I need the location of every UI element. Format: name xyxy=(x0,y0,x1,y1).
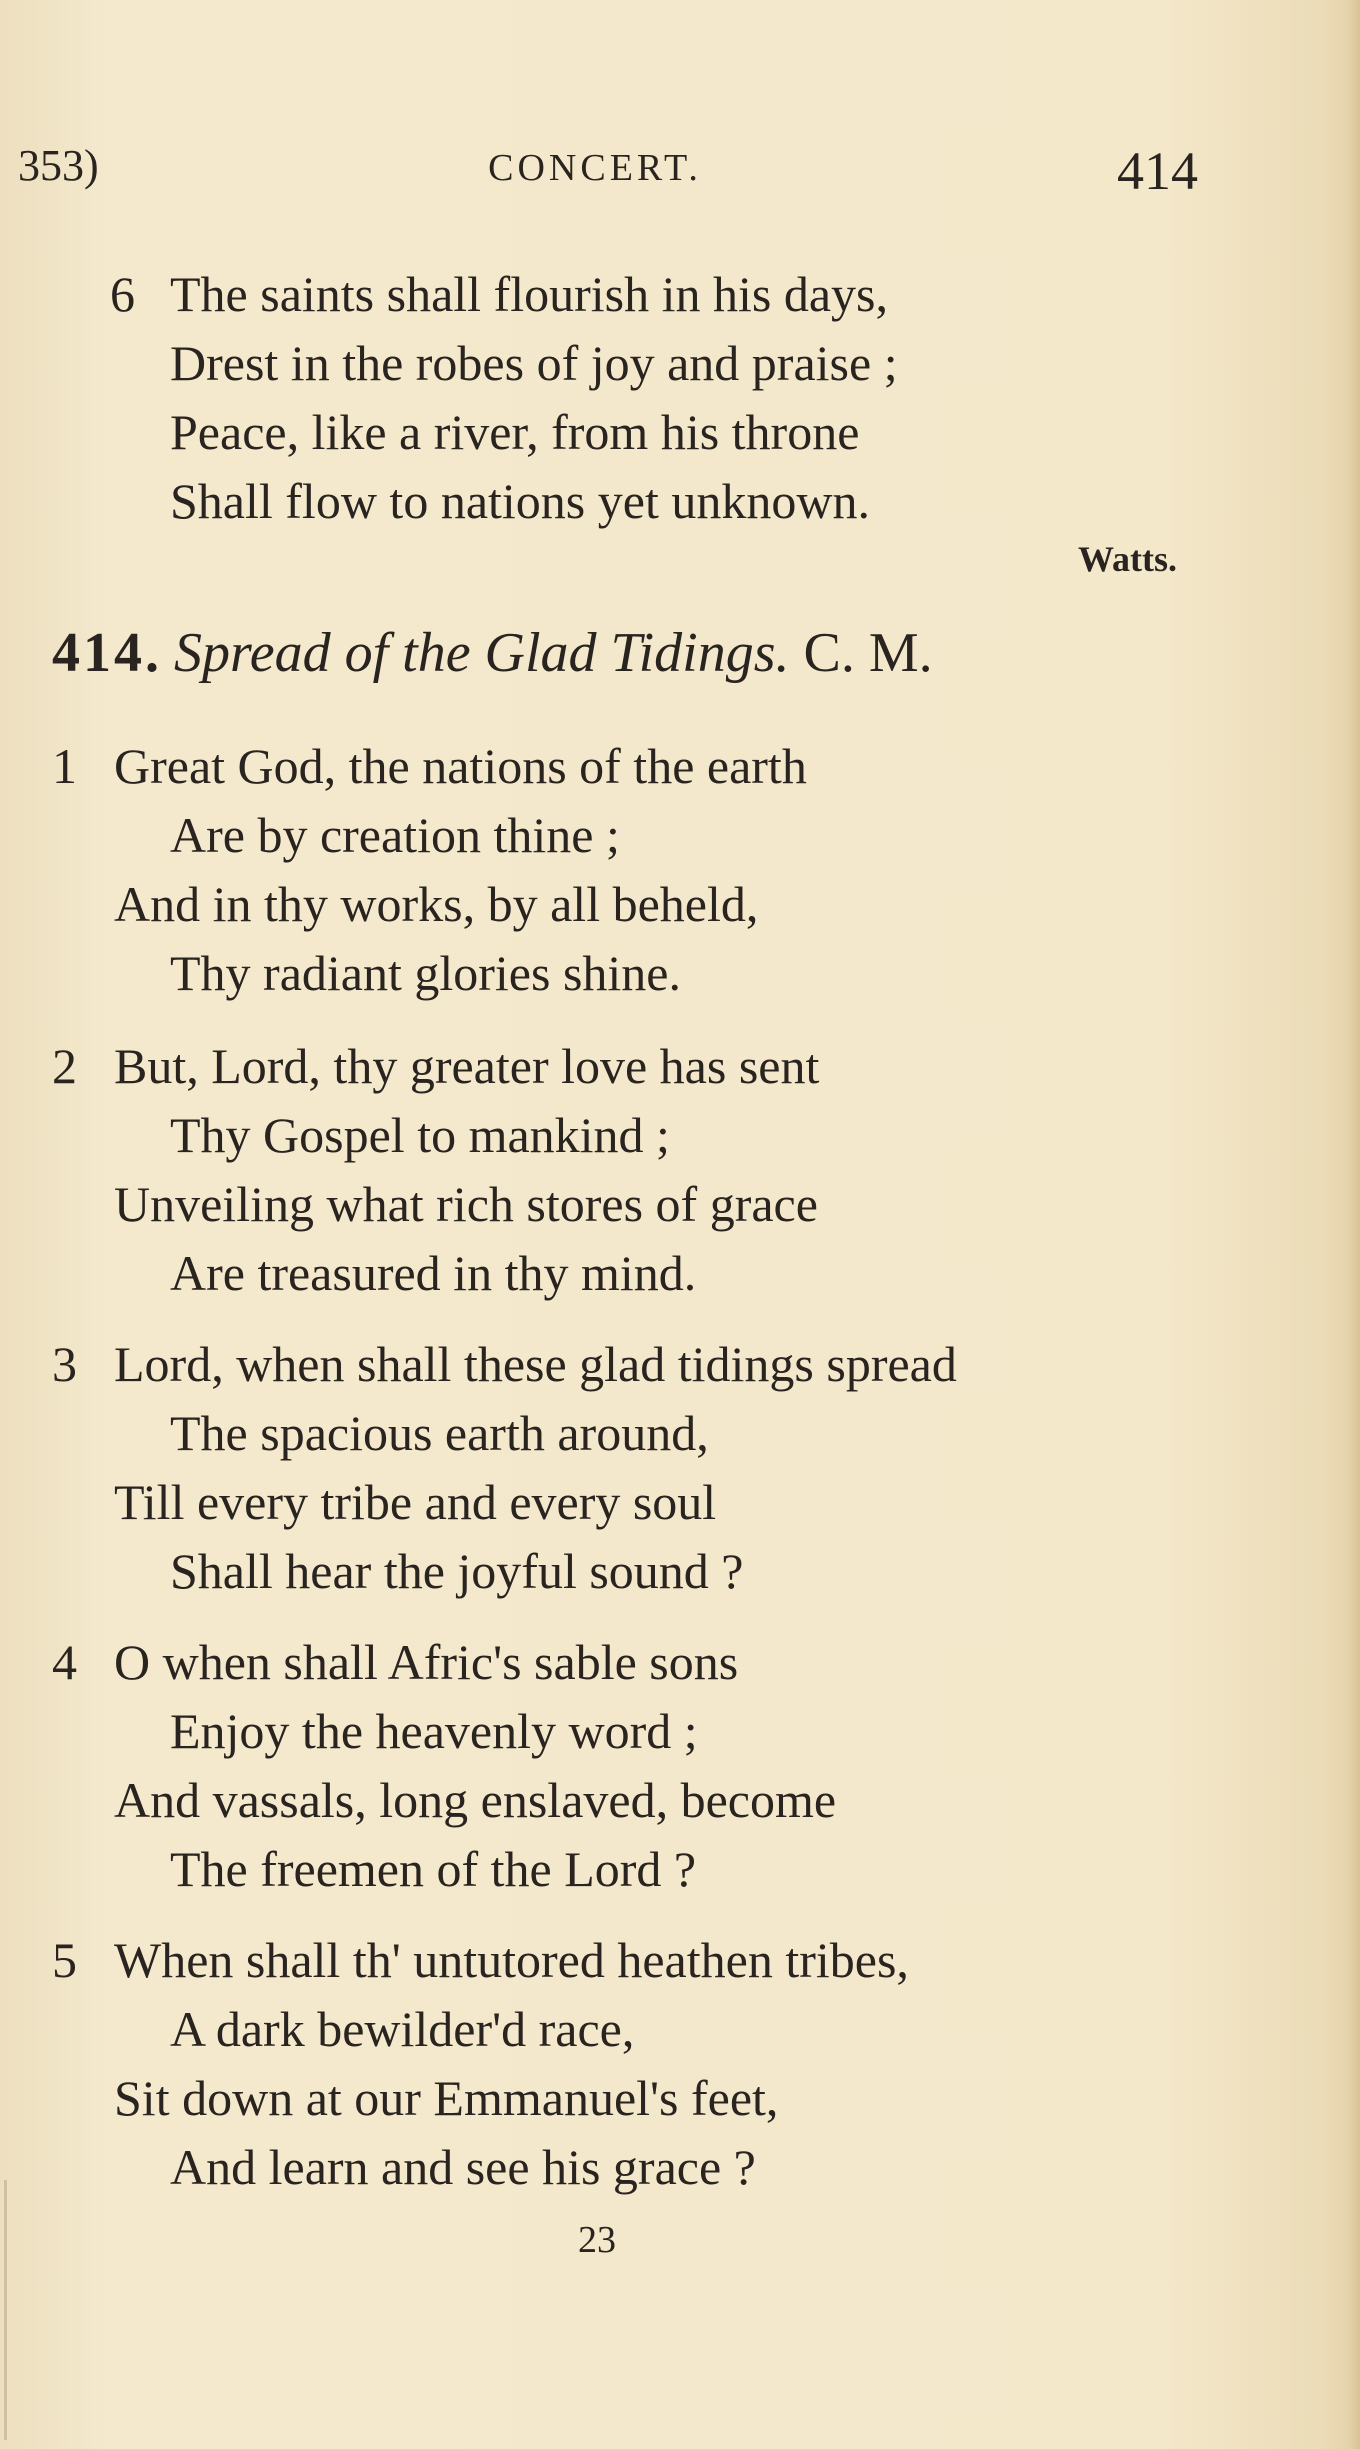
verse-line: Are treasured in thy mind. xyxy=(170,1245,697,1301)
verse-line: Drest in the robes of joy and praise ; xyxy=(170,335,898,391)
running-header xyxy=(0,140,1360,200)
verse-line: And vassals, long enslaved, become xyxy=(114,1772,837,1828)
verse-line: The saints shall flourish in his days, xyxy=(170,266,888,322)
hymn-heading xyxy=(52,622,933,684)
verse-line: Shall flow to nations yet unknown. xyxy=(170,473,870,529)
signature-mark: 23 xyxy=(578,2219,616,2261)
page-edge xyxy=(1348,0,1360,2449)
verse-number: 4 xyxy=(52,1634,77,1690)
verse-line: Shall hear the joyful sound ? xyxy=(170,1543,744,1599)
verse-number: 1 xyxy=(52,738,77,794)
verse-line: Sit down at our Emmanuel's feet, xyxy=(114,2070,779,2126)
verse-number: 6 xyxy=(110,266,135,322)
header-left-number: 353) xyxy=(18,141,99,190)
verse-number: 2 xyxy=(52,1038,77,1094)
verse-line: And in thy works, by all beheld, xyxy=(114,876,759,932)
verse-line: Unveiling what rich stores of grace xyxy=(114,1176,818,1232)
verse-line: Lord, when shall these glad tidings spread xyxy=(114,1336,957,1392)
header-title: CONCERT. xyxy=(488,147,702,189)
verse-line: A dark bewilder'd race, xyxy=(170,2001,635,2057)
verse-line: Peace, like a river, from his throne xyxy=(170,404,860,460)
verse-line: The freemen of the Lord ? xyxy=(170,1841,697,1897)
verse-line: And learn and see his grace ? xyxy=(170,2139,756,2195)
verse-line: Till every tribe and every soul xyxy=(114,1474,717,1530)
verse-line: The spacious earth around, xyxy=(170,1405,709,1461)
verse-number: 5 xyxy=(52,1932,77,1988)
hymn-meter: C. M. xyxy=(803,622,933,684)
verse-line: Are by creation thine ; xyxy=(170,807,620,863)
verse-line: Great God, the nations of the earth xyxy=(114,738,807,794)
verse-line: Enjoy the heavenly word ; xyxy=(170,1703,698,1759)
verse-line: When shall th' untutored heathen tribes, xyxy=(114,1932,909,1988)
margin-mark xyxy=(4,2180,7,2440)
author-attribution: Watts. xyxy=(1078,539,1177,579)
verse-line: Thy Gospel to mankind ; xyxy=(170,1107,670,1163)
verse-line: O when shall Afric's sable sons xyxy=(114,1634,739,1690)
header-hymn-number: 414 xyxy=(1117,141,1198,201)
verse-number: 3 xyxy=(52,1336,77,1392)
verse-line: But, Lord, thy greater love has sent xyxy=(114,1038,820,1094)
verse-line: Thy radiant glories shine. xyxy=(170,945,681,1001)
hymn-title: Spread of the Glad Tidings. xyxy=(174,622,790,684)
hymn-number: 414. xyxy=(52,622,162,684)
